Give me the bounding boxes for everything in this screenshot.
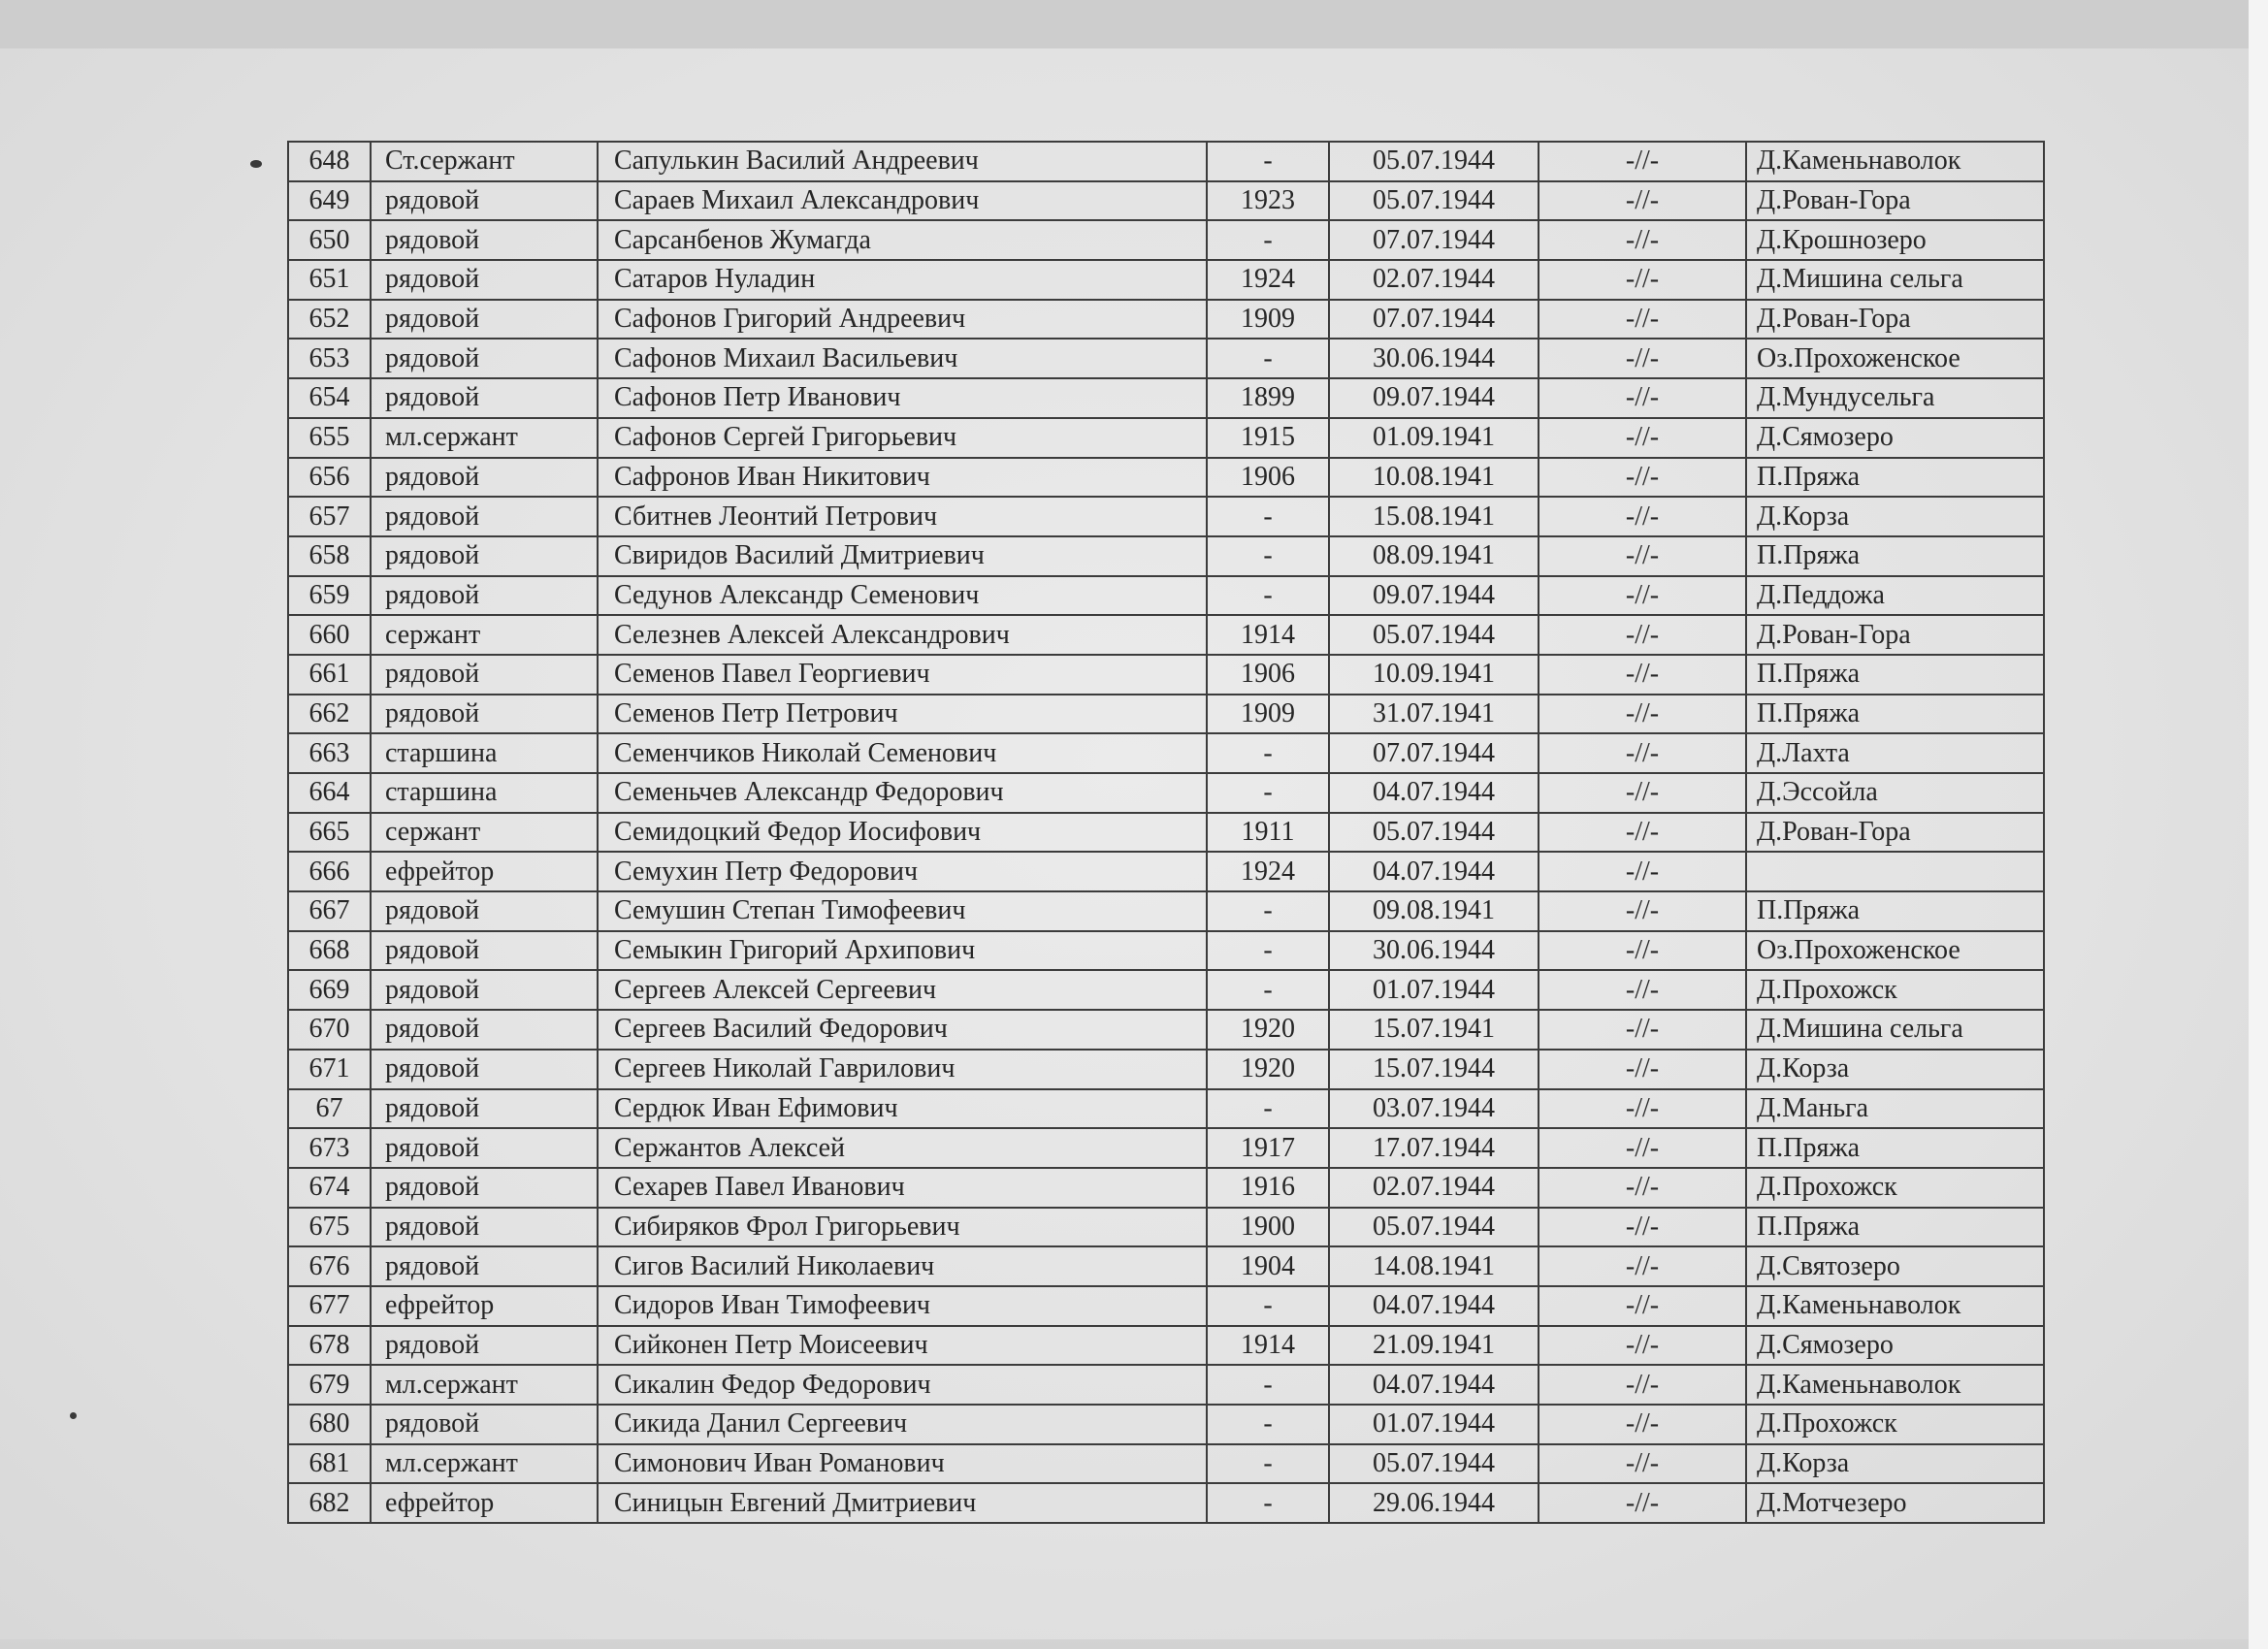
cause-ditto-cell: -//- — [1539, 655, 1746, 695]
death-date-cell: 04.07.1944 — [1329, 852, 1539, 891]
death-date-cell: 03.07.1944 — [1329, 1089, 1539, 1129]
cause-ditto-cell: -//- — [1539, 220, 1746, 260]
full-name-cell: Сараев Михаил Александрович — [598, 181, 1207, 221]
row-number-cell: 648 — [288, 142, 371, 181]
death-date-cell: 09.07.1944 — [1329, 378, 1539, 418]
rank-cell: рядовой — [371, 458, 598, 498]
table-row — [288, 733, 2044, 773]
birth-year-cell: 1916 — [1207, 1168, 1329, 1208]
rank-cell: старшина — [371, 733, 598, 773]
table-row — [288, 1208, 2044, 1247]
full-name-cell: Симонович Иван Романович — [598, 1444, 1207, 1484]
death-date-cell: 29.06.1944 — [1329, 1483, 1539, 1523]
row-number-cell: 667 — [288, 891, 371, 931]
full-name-cell: Седунов Александр Семенович — [598, 576, 1207, 616]
burial-place-cell: Д.Крошнозеро — [1746, 220, 2044, 260]
scanner-edge-top — [0, 0, 2268, 53]
full-name-cell: Сарсанбенов Жумагда — [598, 220, 1207, 260]
full-name-cell: Сафонов Петр Иванович — [598, 378, 1207, 418]
full-name-cell: Сидоров Иван Тимофеевич — [598, 1286, 1207, 1326]
rank-cell: ефрейтор — [371, 1286, 598, 1326]
row-number-cell: 681 — [288, 1444, 371, 1484]
burial-place-cell: П.Пряжа — [1746, 695, 2044, 734]
cause-ditto-cell: -//- — [1539, 931, 1746, 971]
birth-year-cell: - — [1207, 1444, 1329, 1484]
cause-ditto-cell: -//- — [1539, 1483, 1746, 1523]
table-row — [288, 1365, 2044, 1405]
burial-place-cell: Оз.Прохоженское — [1746, 339, 2044, 378]
row-number-cell: 668 — [288, 931, 371, 971]
death-date-cell: 30.06.1944 — [1329, 931, 1539, 971]
death-date-cell: 07.07.1944 — [1329, 300, 1539, 340]
burial-place-cell: Д.Корза — [1746, 497, 2044, 536]
row-number-cell: 675 — [288, 1208, 371, 1247]
cause-ditto-cell: -//- — [1539, 733, 1746, 773]
full-name-cell: Сафонов Григорий Андреевич — [598, 300, 1207, 340]
cause-ditto-cell: -//- — [1539, 1010, 1746, 1050]
death-date-cell: 30.06.1944 — [1329, 339, 1539, 378]
death-date-cell: 15.07.1941 — [1329, 1010, 1539, 1050]
burial-place-cell: Д.Сямозеро — [1746, 418, 2044, 458]
burial-place-cell: П.Пряжа — [1746, 458, 2044, 498]
margin-mark-bottom — [70, 1412, 77, 1419]
full-name-cell: Сафонов Сергей Григорьевич — [598, 418, 1207, 458]
row-number-cell: 657 — [288, 497, 371, 536]
death-date-cell: 01.07.1944 — [1329, 970, 1539, 1010]
row-number-cell: 656 — [288, 458, 371, 498]
rank-cell: рядовой — [371, 378, 598, 418]
row-number-cell: 658 — [288, 536, 371, 576]
birth-year-cell: - — [1207, 536, 1329, 576]
full-name-cell: Сергеев Алексей Сергеевич — [598, 970, 1207, 1010]
burial-place-cell: Д.Сямозеро — [1746, 1326, 2044, 1366]
rank-cell: мл.сержант — [371, 418, 598, 458]
burial-place-cell: Д.Педдожа — [1746, 576, 2044, 616]
birth-year-cell: 1904 — [1207, 1246, 1329, 1286]
row-number-cell: 654 — [288, 378, 371, 418]
death-date-cell: 05.07.1944 — [1329, 813, 1539, 853]
death-date-cell: 04.07.1944 — [1329, 1286, 1539, 1326]
row-number-cell: 676 — [288, 1246, 371, 1286]
death-date-cell: 21.09.1941 — [1329, 1326, 1539, 1366]
table-row — [288, 1444, 2044, 1484]
birth-year-cell: 1899 — [1207, 378, 1329, 418]
table-row — [288, 1089, 2044, 1129]
row-number-cell: 666 — [288, 852, 371, 891]
table-row — [288, 655, 2044, 695]
table-row — [288, 339, 2044, 378]
birth-year-cell: - — [1207, 1483, 1329, 1523]
birth-year-cell: 1914 — [1207, 615, 1329, 655]
cause-ditto-cell: -//- — [1539, 1286, 1746, 1326]
row-number-cell: 671 — [288, 1050, 371, 1089]
full-name-cell: Сафронов Иван Никитович — [598, 458, 1207, 498]
birth-year-cell: 1906 — [1207, 458, 1329, 498]
burial-place-cell: П.Пряжа — [1746, 655, 2044, 695]
birth-year-cell: 1924 — [1207, 852, 1329, 891]
table-row — [288, 1010, 2044, 1050]
table-row — [288, 891, 2044, 931]
row-number-cell: 653 — [288, 339, 371, 378]
birth-year-cell: - — [1207, 142, 1329, 181]
table-row — [288, 1168, 2044, 1208]
cause-ditto-cell: -//- — [1539, 1089, 1746, 1129]
burial-place-cell: Д.Мишина сельга — [1746, 260, 2044, 300]
rank-cell: рядовой — [371, 576, 598, 616]
cause-ditto-cell: -//- — [1539, 1326, 1746, 1366]
cause-ditto-cell: -//- — [1539, 458, 1746, 498]
cause-ditto-cell: -//- — [1539, 536, 1746, 576]
burial-place-cell: Д.Маньга — [1746, 1089, 2044, 1129]
birth-year-cell: - — [1207, 576, 1329, 616]
death-date-cell: 08.09.1941 — [1329, 536, 1539, 576]
rank-cell: рядовой — [371, 655, 598, 695]
cause-ditto-cell: -//- — [1539, 813, 1746, 853]
rank-cell: Ст.сержант — [371, 142, 598, 181]
cause-ditto-cell: -//- — [1539, 852, 1746, 891]
row-number-cell: 662 — [288, 695, 371, 734]
death-date-cell: 04.07.1944 — [1329, 1365, 1539, 1405]
full-name-cell: Свиридов Василий Дмитриевич — [598, 536, 1207, 576]
cause-ditto-cell: -//- — [1539, 1050, 1746, 1089]
rank-cell: рядовой — [371, 931, 598, 971]
burial-place-cell: Д.Каменьнаволок — [1746, 1365, 2044, 1405]
burial-place-cell: П.Пряжа — [1746, 891, 2044, 931]
cause-ditto-cell: -//- — [1539, 300, 1746, 340]
birth-year-cell: - — [1207, 773, 1329, 813]
rank-cell: рядовой — [371, 695, 598, 734]
birth-year-cell: 1909 — [1207, 300, 1329, 340]
rank-cell: сержант — [371, 813, 598, 853]
table-row — [288, 536, 2044, 576]
row-number-cell: 665 — [288, 813, 371, 853]
cause-ditto-cell: -//- — [1539, 1208, 1746, 1247]
rank-cell: рядовой — [371, 1246, 598, 1286]
full-name-cell: Семенов Петр Петрович — [598, 695, 1207, 734]
cause-ditto-cell: -//- — [1539, 1444, 1746, 1484]
birth-year-cell: - — [1207, 339, 1329, 378]
birth-year-cell: - — [1207, 1405, 1329, 1444]
birth-year-cell: 1900 — [1207, 1208, 1329, 1247]
birth-year-cell: 1909 — [1207, 695, 1329, 734]
row-number-cell: 660 — [288, 615, 371, 655]
cause-ditto-cell: -//- — [1539, 891, 1746, 931]
row-number-cell: 649 — [288, 181, 371, 221]
cause-ditto-cell: -//- — [1539, 339, 1746, 378]
birth-year-cell: - — [1207, 1286, 1329, 1326]
birth-year-cell: - — [1207, 891, 1329, 931]
table-row — [288, 615, 2044, 655]
full-name-cell: Сбитнев Леонтий Петрович — [598, 497, 1207, 536]
rank-cell: ефрейтор — [371, 1483, 598, 1523]
death-date-cell: 05.07.1944 — [1329, 1208, 1539, 1247]
full-name-cell: Сигов Василий Николаевич — [598, 1246, 1207, 1286]
burial-place-cell: Д.Рован-Гора — [1746, 813, 2044, 853]
cause-ditto-cell: -//- — [1539, 260, 1746, 300]
row-number-cell: 652 — [288, 300, 371, 340]
table-row — [288, 378, 2044, 418]
burial-place-cell: Д.Корза — [1746, 1444, 2044, 1484]
birth-year-cell: 1914 — [1207, 1326, 1329, 1366]
burial-place-cell — [1746, 852, 2044, 891]
death-date-cell: 07.07.1944 — [1329, 220, 1539, 260]
cause-ditto-cell: -//- — [1539, 695, 1746, 734]
cause-ditto-cell: -//- — [1539, 1246, 1746, 1286]
full-name-cell: Семушин Степан Тимофеевич — [598, 891, 1207, 931]
full-name-cell: Семыкин Григорий Архипович — [598, 931, 1207, 971]
death-date-cell: 09.08.1941 — [1329, 891, 1539, 931]
death-date-cell: 14.08.1941 — [1329, 1246, 1539, 1286]
death-date-cell: 10.08.1941 — [1329, 458, 1539, 498]
scanner-edge-right — [2249, 0, 2268, 1649]
rank-cell: рядовой — [371, 1128, 598, 1168]
burial-place-cell: Д.Каменьнаволок — [1746, 142, 2044, 181]
cause-ditto-cell: -//- — [1539, 576, 1746, 616]
table-row — [288, 1050, 2044, 1089]
full-name-cell: Семеньчев Александр Федорович — [598, 773, 1207, 813]
row-number-cell: 669 — [288, 970, 371, 1010]
rank-cell: мл.сержант — [371, 1444, 598, 1484]
rank-cell: старшина — [371, 773, 598, 813]
rank-cell: рядовой — [371, 1010, 598, 1050]
cause-ditto-cell: -//- — [1539, 181, 1746, 221]
row-number-cell: 670 — [288, 1010, 371, 1050]
full-name-cell: Семенов Павел Георгиевич — [598, 655, 1207, 695]
table-row — [288, 813, 2044, 853]
rank-cell: рядовой — [371, 1405, 598, 1444]
burial-place-cell: П.Пряжа — [1746, 1208, 2044, 1247]
full-name-cell: Сатаров Нуладин — [598, 260, 1207, 300]
casualty-list-table — [287, 141, 2045, 1524]
burial-place-cell: Д.Рован-Гора — [1746, 300, 2044, 340]
full-name-cell: Сапулькин Василий Андреевич — [598, 142, 1207, 181]
death-date-cell: 05.07.1944 — [1329, 142, 1539, 181]
full-name-cell: Сердюк Иван Ефимович — [598, 1089, 1207, 1129]
full-name-cell: Сехарев Павел Иванович — [598, 1168, 1207, 1208]
death-date-cell: 02.07.1944 — [1329, 1168, 1539, 1208]
table-row — [288, 852, 2044, 891]
burial-place-cell: Д.Рован-Гора — [1746, 181, 2044, 221]
row-number-cell: 680 — [288, 1405, 371, 1444]
birth-year-cell: 1917 — [1207, 1128, 1329, 1168]
burial-place-cell: Д.Лахта — [1746, 733, 2044, 773]
burial-place-cell: Оз.Прохоженское — [1746, 931, 2044, 971]
rank-cell: рядовой — [371, 891, 598, 931]
birth-year-cell: - — [1207, 1365, 1329, 1405]
full-name-cell: Сикида Данил Сергеевич — [598, 1405, 1207, 1444]
table-row — [288, 418, 2044, 458]
full-name-cell: Семидоцкий Федор Иосифович — [598, 813, 1207, 853]
row-number-cell: 678 — [288, 1326, 371, 1366]
burial-place-cell: Д.Мишина сельга — [1746, 1010, 2044, 1050]
burial-place-cell: П.Пряжа — [1746, 536, 2044, 576]
burial-place-cell: Д.Эссойла — [1746, 773, 2044, 813]
table-row — [288, 1405, 2044, 1444]
table-row — [288, 1128, 2044, 1168]
rank-cell: мл.сержант — [371, 1365, 598, 1405]
row-number-cell: 659 — [288, 576, 371, 616]
burial-place-cell: П.Пряжа — [1746, 1128, 2044, 1168]
birth-year-cell: - — [1207, 497, 1329, 536]
full-name-cell: Сергеев Василий Федорович — [598, 1010, 1207, 1050]
rank-cell: рядовой — [371, 1208, 598, 1247]
cause-ditto-cell: -//- — [1539, 615, 1746, 655]
row-number-cell: 650 — [288, 220, 371, 260]
cause-ditto-cell: -//- — [1539, 378, 1746, 418]
full-name-cell: Селезнев Алексей Александрович — [598, 615, 1207, 655]
table-row — [288, 576, 2044, 616]
table-row — [288, 142, 2044, 181]
death-date-cell: 05.07.1944 — [1329, 1444, 1539, 1484]
row-number-cell: 661 — [288, 655, 371, 695]
cause-ditto-cell: -//- — [1539, 1168, 1746, 1208]
death-date-cell: 05.07.1944 — [1329, 181, 1539, 221]
birth-year-cell: 1915 — [1207, 418, 1329, 458]
rank-cell: рядовой — [371, 300, 598, 340]
full-name-cell: Сафонов Михаил Васильевич — [598, 339, 1207, 378]
death-date-cell: 01.09.1941 — [1329, 418, 1539, 458]
table-row — [288, 1286, 2044, 1326]
cause-ditto-cell: -//- — [1539, 1365, 1746, 1405]
death-date-cell: 01.07.1944 — [1329, 1405, 1539, 1444]
death-date-cell: 10.09.1941 — [1329, 655, 1539, 695]
death-date-cell: 17.07.1944 — [1329, 1128, 1539, 1168]
cause-ditto-cell: -//- — [1539, 773, 1746, 813]
rank-cell: рядовой — [371, 260, 598, 300]
full-name-cell: Сергеев Николай Гаврилович — [598, 1050, 1207, 1089]
birth-year-cell: - — [1207, 1089, 1329, 1129]
burial-place-cell: Д.Рован-Гора — [1746, 615, 2044, 655]
row-number-cell: 67 — [288, 1089, 371, 1129]
full-name-cell: Синицын Евгений Дмитриевич — [598, 1483, 1207, 1523]
death-date-cell: 31.07.1941 — [1329, 695, 1539, 734]
death-date-cell: 05.07.1944 — [1329, 615, 1539, 655]
cause-ditto-cell: -//- — [1539, 1128, 1746, 1168]
table-row — [288, 260, 2044, 300]
table-row — [288, 220, 2044, 260]
burial-place-cell: Д.Прохожск — [1746, 970, 2044, 1010]
cause-ditto-cell: -//- — [1539, 418, 1746, 458]
table-row — [288, 695, 2044, 734]
full-name-cell: Сикалин Федор Федорович — [598, 1365, 1207, 1405]
row-number-cell: 651 — [288, 260, 371, 300]
birth-year-cell: 1920 — [1207, 1050, 1329, 1089]
birth-year-cell: 1924 — [1207, 260, 1329, 300]
margin-mark-top — [250, 160, 262, 168]
rank-cell: рядовой — [371, 970, 598, 1010]
table-body — [288, 142, 2044, 1523]
birth-year-cell: 1920 — [1207, 1010, 1329, 1050]
cause-ditto-cell: -//- — [1539, 970, 1746, 1010]
birth-year-cell: - — [1207, 733, 1329, 773]
row-number-cell: 664 — [288, 773, 371, 813]
death-date-cell: 04.07.1944 — [1329, 773, 1539, 813]
full-name-cell: Сийконен Петр Моисеевич — [598, 1326, 1207, 1366]
full-name-cell: Семенчиков Николай Семенович — [598, 733, 1207, 773]
burial-place-cell: Д.Корза — [1746, 1050, 2044, 1089]
table-row — [288, 931, 2044, 971]
table-row — [288, 773, 2044, 813]
full-name-cell: Сибиряков Фрол Григорьевич — [598, 1208, 1207, 1247]
burial-place-cell: Д.Святозеро — [1746, 1246, 2044, 1286]
birth-year-cell: - — [1207, 220, 1329, 260]
rank-cell: рядовой — [371, 220, 598, 260]
rank-cell: рядовой — [371, 1089, 598, 1129]
cause-ditto-cell: -//- — [1539, 142, 1746, 181]
rank-cell: рядовой — [371, 536, 598, 576]
rank-cell: рядовой — [371, 1326, 598, 1366]
cause-ditto-cell: -//- — [1539, 497, 1746, 536]
row-number-cell: 682 — [288, 1483, 371, 1523]
burial-place-cell: Д.Мотчезеро — [1746, 1483, 2044, 1523]
table-row — [288, 181, 2044, 221]
table-row — [288, 1326, 2044, 1366]
death-date-cell: 15.07.1944 — [1329, 1050, 1539, 1089]
burial-place-cell: Д.Мундусельга — [1746, 378, 2044, 418]
row-number-cell: 663 — [288, 733, 371, 773]
death-date-cell: 02.07.1944 — [1329, 260, 1539, 300]
birth-year-cell: 1906 — [1207, 655, 1329, 695]
table-row — [288, 1246, 2044, 1286]
rank-cell: рядовой — [371, 339, 598, 378]
row-number-cell: 655 — [288, 418, 371, 458]
rank-cell: рядовой — [371, 181, 598, 221]
burial-place-cell: Д.Прохожск — [1746, 1405, 2044, 1444]
full-name-cell: Семухин Петр Федорович — [598, 852, 1207, 891]
birth-year-cell: 1923 — [1207, 181, 1329, 221]
rank-cell: рядовой — [371, 1168, 598, 1208]
rank-cell: ефрейтор — [371, 852, 598, 891]
rank-cell: сержант — [371, 615, 598, 655]
rank-cell: рядовой — [371, 497, 598, 536]
table-row — [288, 300, 2044, 340]
table-row — [288, 970, 2044, 1010]
cause-ditto-cell: -//- — [1539, 1405, 1746, 1444]
row-number-cell: 677 — [288, 1286, 371, 1326]
row-number-cell: 674 — [288, 1168, 371, 1208]
death-date-cell: 09.07.1944 — [1329, 576, 1539, 616]
rank-cell: рядовой — [371, 1050, 598, 1089]
burial-place-cell: Д.Прохожск — [1746, 1168, 2044, 1208]
table-row — [288, 497, 2044, 536]
table-row — [288, 1483, 2044, 1523]
birth-year-cell: 1911 — [1207, 813, 1329, 853]
table-row — [288, 458, 2044, 498]
row-number-cell: 679 — [288, 1365, 371, 1405]
birth-year-cell: - — [1207, 970, 1329, 1010]
death-date-cell: 07.07.1944 — [1329, 733, 1539, 773]
full-name-cell: Сержантов Алексей — [598, 1128, 1207, 1168]
birth-year-cell: - — [1207, 931, 1329, 971]
row-number-cell: 673 — [288, 1128, 371, 1168]
death-date-cell: 15.08.1941 — [1329, 497, 1539, 536]
burial-place-cell: Д.Каменьнаволок — [1746, 1286, 2044, 1326]
